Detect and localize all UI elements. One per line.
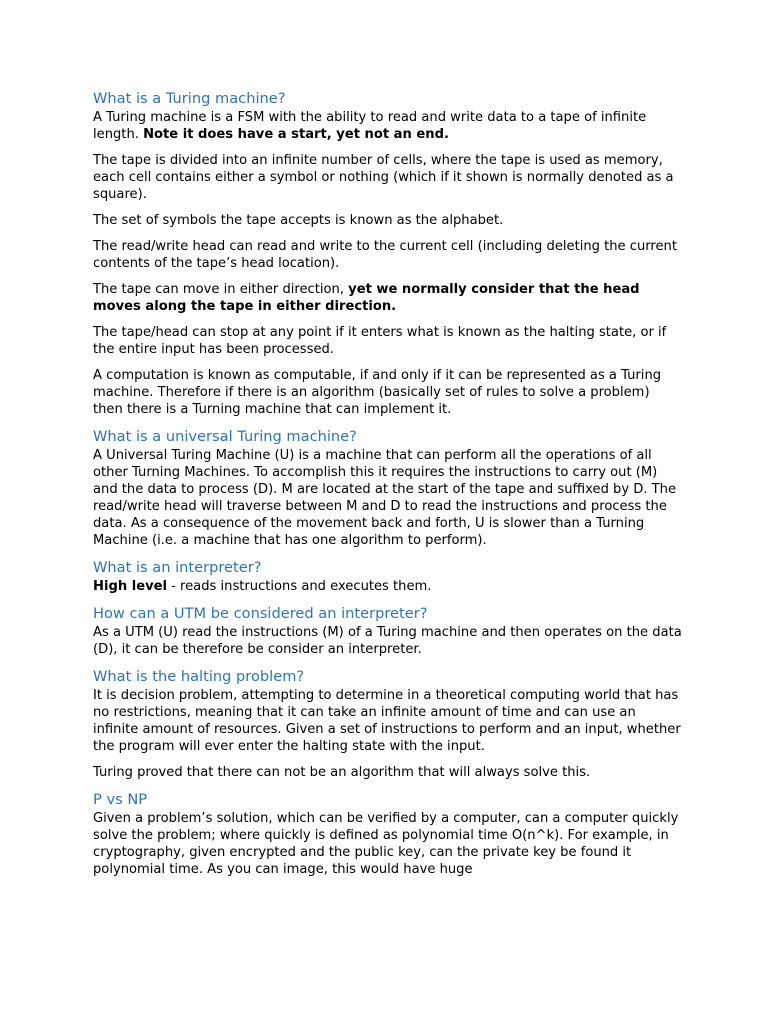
body-paragraph [93, 578, 683, 595]
body-paragraph [93, 152, 683, 203]
body-paragraph [93, 447, 683, 549]
text-run: A Universal Turing Machine (U) is a machine that can perform all the operations of all other Turning Machines. To accomplish this it requires the instructions to carry out (M) and the data to process (D). M are located at the start of the tape and suffixed by D. The read/write head will traverse between M and D to read the instructions and process the data. As a consequence of the movement back and forth, U is slower than a Turning Machine (i.e. a machine that has one algorithm to perform). [93, 448, 677, 548]
text-run: A computation is known as computable, if and only if it can be represented as a Turing machine. Therefore if there is an algorithm (basically set of rules to solve a problem) then there is a Turning machine that can implement it. [93, 368, 662, 417]
body-paragraph [93, 109, 683, 143]
body-paragraph [93, 367, 683, 418]
body-paragraph [93, 324, 683, 358]
section-heading: How can a UTM be considered an interpreter? [93, 605, 428, 622]
section-heading: What is an interpreter? [93, 559, 262, 576]
body-paragraph [93, 764, 683, 781]
body-paragraph [93, 624, 683, 658]
section-heading: What is a universal Turing machine? [93, 428, 357, 445]
section-heading: What is the halting problem? [93, 668, 305, 685]
body-paragraph [93, 687, 683, 755]
text-run: Turing proved that there can not be an algorithm that will always solve this. [93, 765, 591, 780]
section-heading: P vs NP [93, 791, 148, 808]
text-run: - reads instructions and executes them. [166, 579, 432, 594]
body-paragraph [93, 238, 683, 272]
text-run: The tape can move in either direction, [93, 282, 349, 297]
text-run: The tape is divided into an infinite number of cells, where the tape is used as memory, each cell contains either a symbol or nothing (which if it shown is normally denoted as a square). [93, 153, 674, 202]
document-page [93, 89, 683, 887]
text-run: Given a problem’s solution, which can be verified by a computer, can a computer quickly solve the problem; where quickly is defined as polynomial time O(n^k). For example, in cryptography, given encrypted and the public key, can the private key be found it polynomial time. As you can image, this would have huge [93, 811, 679, 877]
section-heading: What is a Turing machine? [93, 90, 286, 107]
text-run: The tape/head can stop at any point if it enters what is known as the halting state, or if the entire input has been processed. [93, 325, 667, 357]
bold-text: Note it does have a start, yet not an end. [143, 127, 449, 142]
text-run: The read/write head can read and write to the current cell (including deleting the current contents of the tape’s head location). [93, 239, 677, 271]
bold-text: yet we normally consider that the head moves along the tape in either direction. [93, 282, 640, 314]
text-run: A Turing machine is a FSM with the ability to read and write data to a tape of infinite length. [93, 110, 647, 142]
text-run: As a UTM (U) read the instructions (M) of a Turing machine and then operates on the data (D), it can be therefore be consider an interpreter. [93, 625, 682, 657]
body-paragraph [93, 212, 683, 229]
text-run: The set of symbols the tape accepts is known as the alphabet. [93, 213, 504, 228]
body-paragraph [93, 810, 683, 878]
bold-text: High level [93, 579, 167, 594]
body-paragraph [93, 281, 683, 315]
text-run: It is decision problem, attempting to determine in a theoretical computing world that has no restrictions, meaning that it can take an infinite amount of time and can use an infinite amount of resources. Given a set of instructions to perform and an input, whether the program will ever enter the halting state with the input. [93, 688, 681, 754]
